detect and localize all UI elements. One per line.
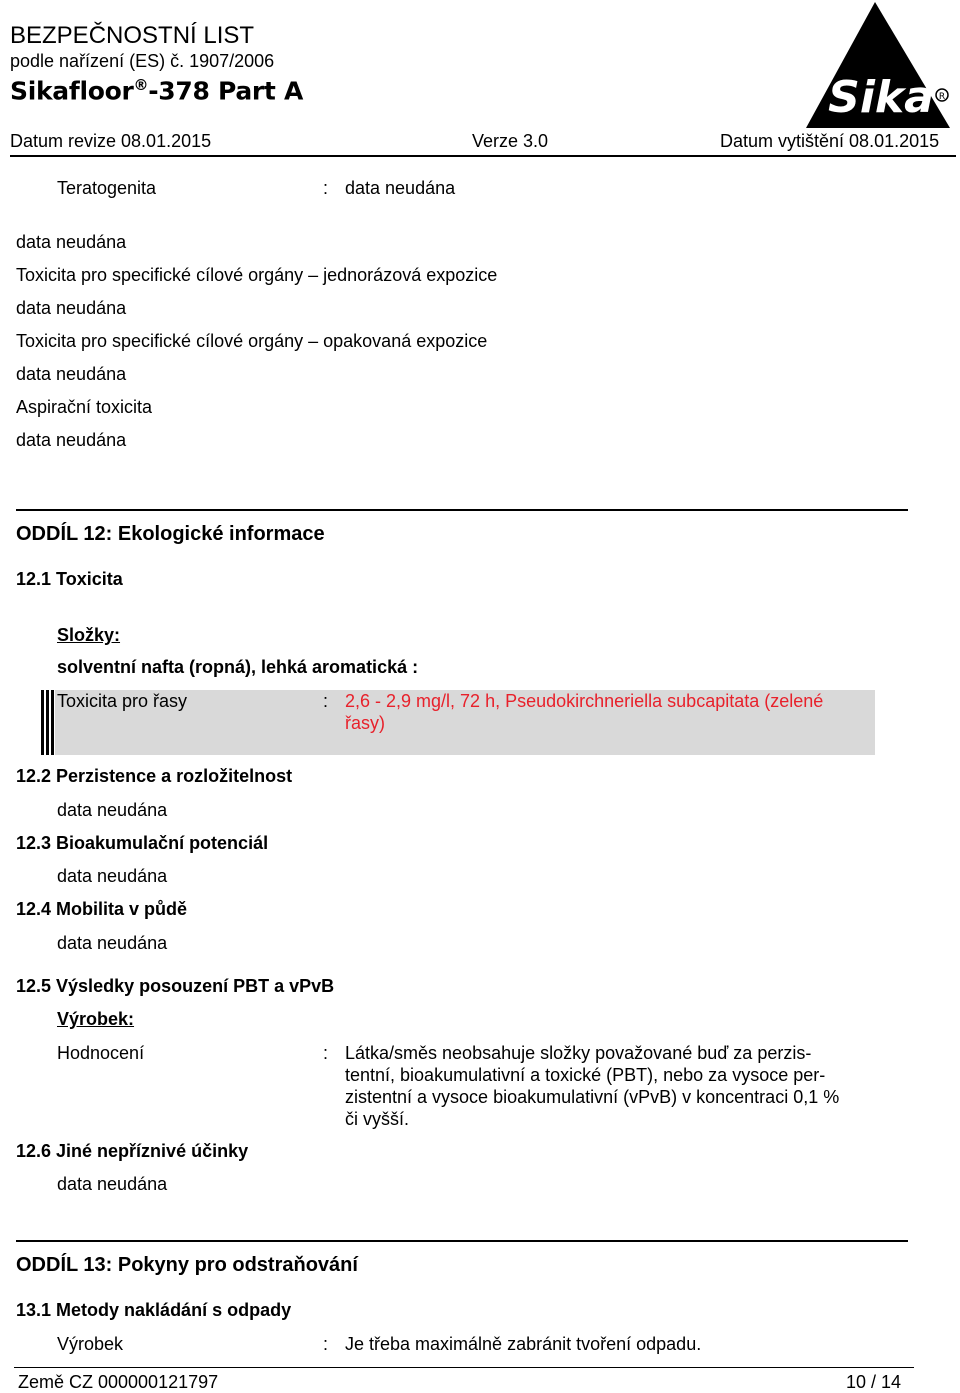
component-name: solventní nafta (ropná), lehká aromatická : (57, 657, 419, 677)
aspiration-heading: Aspirační toxicita (16, 397, 153, 417)
subsection-12-6-heading: 12.6 Jiné nepříznivé účinky (16, 1141, 249, 1161)
nodata-text: data neudána (16, 364, 127, 384)
header-divider (10, 155, 956, 157)
svg-text:R: R (938, 92, 946, 102)
assessment-line2: tentní, bioakumulativní a toxické (PBT), nebo za vysoce per- (345, 1065, 826, 1085)
footer-divider (14, 1367, 914, 1368)
algae-toxicity-label: Toxicita pro řasy (57, 691, 188, 711)
section-divider (16, 509, 908, 511)
teratogenita-label: Teratogenita (57, 178, 157, 198)
product-name-suffix: -378 Part A (148, 76, 304, 106)
stot-repeated-heading: Toxicita pro specifické cílové orgány – opakovaná expozice (16, 331, 488, 351)
algae-toxicity-value-line1: 2,6 - 2,9 mg/l, 72 h, Pseudokirchneriella subcapitata (zelené (345, 691, 824, 711)
colon-separator: : (323, 691, 329, 711)
change-bar (41, 690, 44, 755)
revision-date: Datum revize 08.01.2015 (10, 131, 212, 151)
subsection-12-4-heading: 12.4 Mobilita v půdě (16, 899, 188, 919)
nodata-text: data neudána (57, 933, 168, 953)
section-13-title: ODDÍL 13: Pokyny pro odstraňování (16, 1254, 358, 1276)
section-divider (16, 1240, 908, 1242)
subsection-12-1-heading: 12.1 Toxicita (16, 569, 123, 589)
sika-logo-icon (803, 0, 953, 130)
change-bar (51, 690, 54, 755)
waste-product-value: Je třeba maximálně zabránit tvoření odpadu. (345, 1334, 702, 1354)
teratogenita-value: data neudána (345, 178, 456, 198)
document-title: BEZPEČNOSTNÍ LIST (10, 22, 255, 49)
section-12-title: ODDÍL 12: Ekologické informace (16, 523, 325, 545)
subsection-12-3-heading: 12.3 Bioakumulační potenciál (16, 833, 269, 853)
waste-product-label: Výrobek (57, 1334, 124, 1354)
colon-separator: : (323, 1334, 329, 1354)
product-name-base: Sikafloor (10, 76, 134, 106)
product-name (10, 76, 303, 105)
colon-separator: : (323, 178, 329, 198)
nodata-text: data neudána (57, 866, 168, 886)
nodata-text: data neudána (57, 800, 168, 820)
subsection-13-1-heading: 13.1 Metody nakládání s odpady (16, 1300, 292, 1320)
nodata-text: data neudána (57, 1174, 168, 1194)
nodata-text: data neudána (16, 232, 127, 252)
footer-country-code: Země CZ 000000121797 (18, 1372, 219, 1392)
product-label: Výrobek: (57, 1009, 135, 1029)
subsection-12-2-heading: 12.2 Perzistence a rozložitelnost (16, 766, 293, 786)
nodata-text: data neudána (16, 430, 127, 450)
components-label: Složky: (57, 625, 121, 645)
assessment-line3: zistentní a vysoce bioakumulativní (vPvB) v koncentraci 0,1 % (345, 1087, 840, 1107)
subsection-12-5-heading: 12.5 Výsledky posouzení PBT a vPvB (16, 976, 335, 996)
stot-single-heading: Toxicita pro specifické cílové orgány – jednorázová expozice (16, 265, 498, 285)
change-bar (46, 690, 49, 755)
nodata-text: data neudána (16, 298, 127, 318)
algae-toxicity-value-line2: řasy) (345, 713, 385, 733)
version: Verze 3.0 (472, 131, 549, 151)
assessment-label: Hodnocení (57, 1043, 145, 1063)
registered-mark: ® (133, 76, 149, 94)
logo-text: Sika (828, 72, 934, 123)
print-date: Datum vytištění 08.01.2015 (720, 131, 940, 151)
regulation-subtitle: podle nařízení (ES) č. 1907/2006 (10, 51, 275, 71)
colon-separator: : (323, 1043, 329, 1063)
assessment-line1: Látka/směs neobsahuje složky považované buď za perzis- (345, 1043, 812, 1063)
assessment-line4: či vyšší. (345, 1109, 410, 1129)
footer-page-number: 10 / 14 (846, 1372, 902, 1392)
